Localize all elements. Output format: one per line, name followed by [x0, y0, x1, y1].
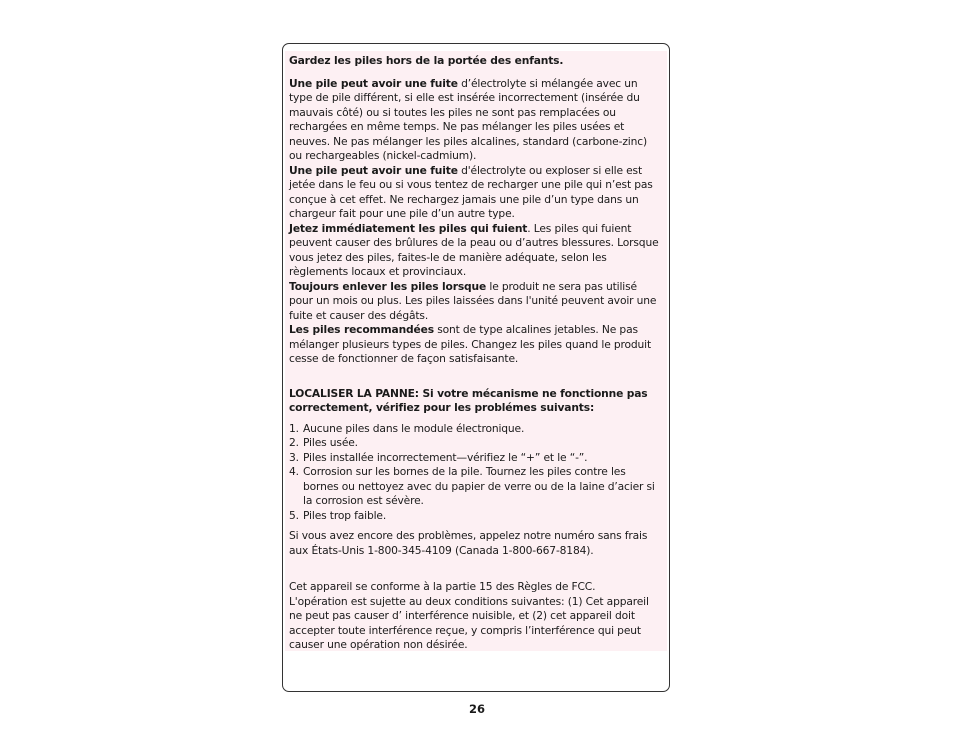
troubleshoot-heading: LOCALISER LA PANNE: Si votre mécanisme ne fonctionne pas correctement, vérifiez pour les problémes suivants: — [289, 386, 648, 414]
list-item: 1. Aucune piles dans le module électronique. — [289, 421, 525, 435]
page-number: 26 — [468, 702, 485, 716]
battery-paragraph-1: Une pile peut avoir une fuite d’électrolyte si mélangée avec un type de pile différent, si elle est insérée incorrectement (insérée du mauvais côté) ou si toutes les piles ne sont pas remplacées ou rechargées en même temps. Ne pas mélanger les piles usées et neuves. Ne pas mélanger les piles alcalines, standard (carbone-zinc) ou rechargeables (nickel-cadmium). — [289, 76, 647, 162]
contact-paragraph: Si vous avez encore des problèmes, appelez notre numéro sans frais aux États-Unis 1-800-345-4109 (Canada 1-800-667-8184). — [289, 529, 648, 557]
fcc-paragraph: L'opération est sujette au deux conditions suivantes: (1) Cet appareil ne peut pas causer d’ interférence nuisible, et (2) cet appareil doit accepter toute interférence reçue, y compris l’interférence qui peut causer une opération non désirée. — [289, 594, 649, 651]
list-item: 3. Piles installée incorrectement—vérifiez le “+” et le “-”. — [289, 450, 588, 464]
battery-paragraph-3: Jetez immédiatement les piles qui fuient. Les piles qui fuient peuvent causer des brûlures de la peau ou d’autres blessures. Lorsque vous jetez des piles, faites-le de manière adéquate, selon les règlements locaux et provinciaux. — [289, 221, 659, 278]
list-item: 4. Corrosion sur les bornes de la pile. Tournez les piles contre les bornes ou nettoyez avec du papier de verre ou de la laine d’acier si la corrosion est sévère. — [289, 465, 655, 507]
fcc-line: Cet appareil se conforme à la partie 15 des Règles de FCC. — [289, 580, 596, 593]
battery-paragraph-4: Toujours enlever les piles lorsque le produit ne sera pas utilisé pour un mois ou plus. Les piles laissées dans l'unité peuvent avoir une fuite et causer des dégâts. — [289, 279, 657, 322]
battery-paragraph-2: Une pile peut avoir une fuite d'électrolyte ou exploser si elle est jetée dans le feu ou si vous tentez de recharger une pile qui n’est pas conçue à cet effet. Ne rechargez jamais une pile d’un type dans un chargeur fait pour une pile d’un autre type. — [289, 163, 653, 220]
list-item: 2. Piles usée. — [289, 436, 358, 449]
troubleshoot-list — [289, 422, 663, 524]
battery-heading: Gardez les piles hors de la portée des enfants. — [289, 54, 564, 67]
battery-paragraph-5: Les piles recommandées sont de type alcalines jetables. Ne pas mélanger plusieurs types de piles. Changez les piles quand le produit cesse de fonctionner de façon satisfaisante. — [289, 323, 652, 365]
content-panel — [285, 51, 667, 651]
list-item: 5. Piles trop faible. — [289, 508, 387, 522]
